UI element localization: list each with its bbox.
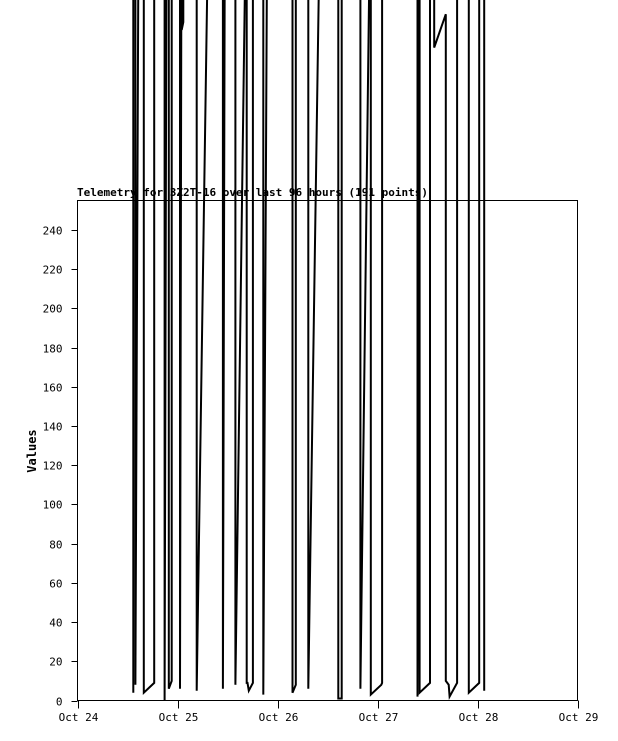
- x-tick-label: Oct 29: [558, 711, 599, 724]
- y-axis-label: Values: [25, 429, 39, 473]
- y-tick-label: 160: [42, 381, 63, 395]
- data-layer: [133, 0, 484, 701]
- y-tick-label: 80: [49, 538, 63, 552]
- y-tick-label: 220: [42, 263, 63, 277]
- x-tick-label: Oct 25: [158, 711, 199, 724]
- x-tick-label: Oct 24: [58, 711, 99, 724]
- x-tick-label: Oct 26: [258, 711, 299, 724]
- y-tick-label: 100: [42, 498, 63, 512]
- x-tick-label: Oct 28: [458, 711, 499, 724]
- y-tick-label: 180: [42, 342, 63, 356]
- y-tick-label: 240: [42, 224, 63, 238]
- x-tick-label: Oct 27: [358, 711, 399, 724]
- y-tick-label: 20: [49, 655, 63, 669]
- y-tick-label: 60: [49, 577, 63, 591]
- y-tick-label: 0: [55, 695, 63, 709]
- y-tick-label: 120: [42, 459, 63, 473]
- axis-layer: [43, 225, 599, 725]
- y-tick-label: 140: [42, 420, 63, 434]
- plot-frame: [78, 201, 578, 701]
- y-tick-label: 40: [49, 616, 63, 630]
- chart-title: Telemetry for 3Z2T-16 over last 96 hours (191 points): [77, 186, 428, 199]
- y-tick-label: 200: [42, 302, 63, 316]
- series-line: [133, 0, 484, 701]
